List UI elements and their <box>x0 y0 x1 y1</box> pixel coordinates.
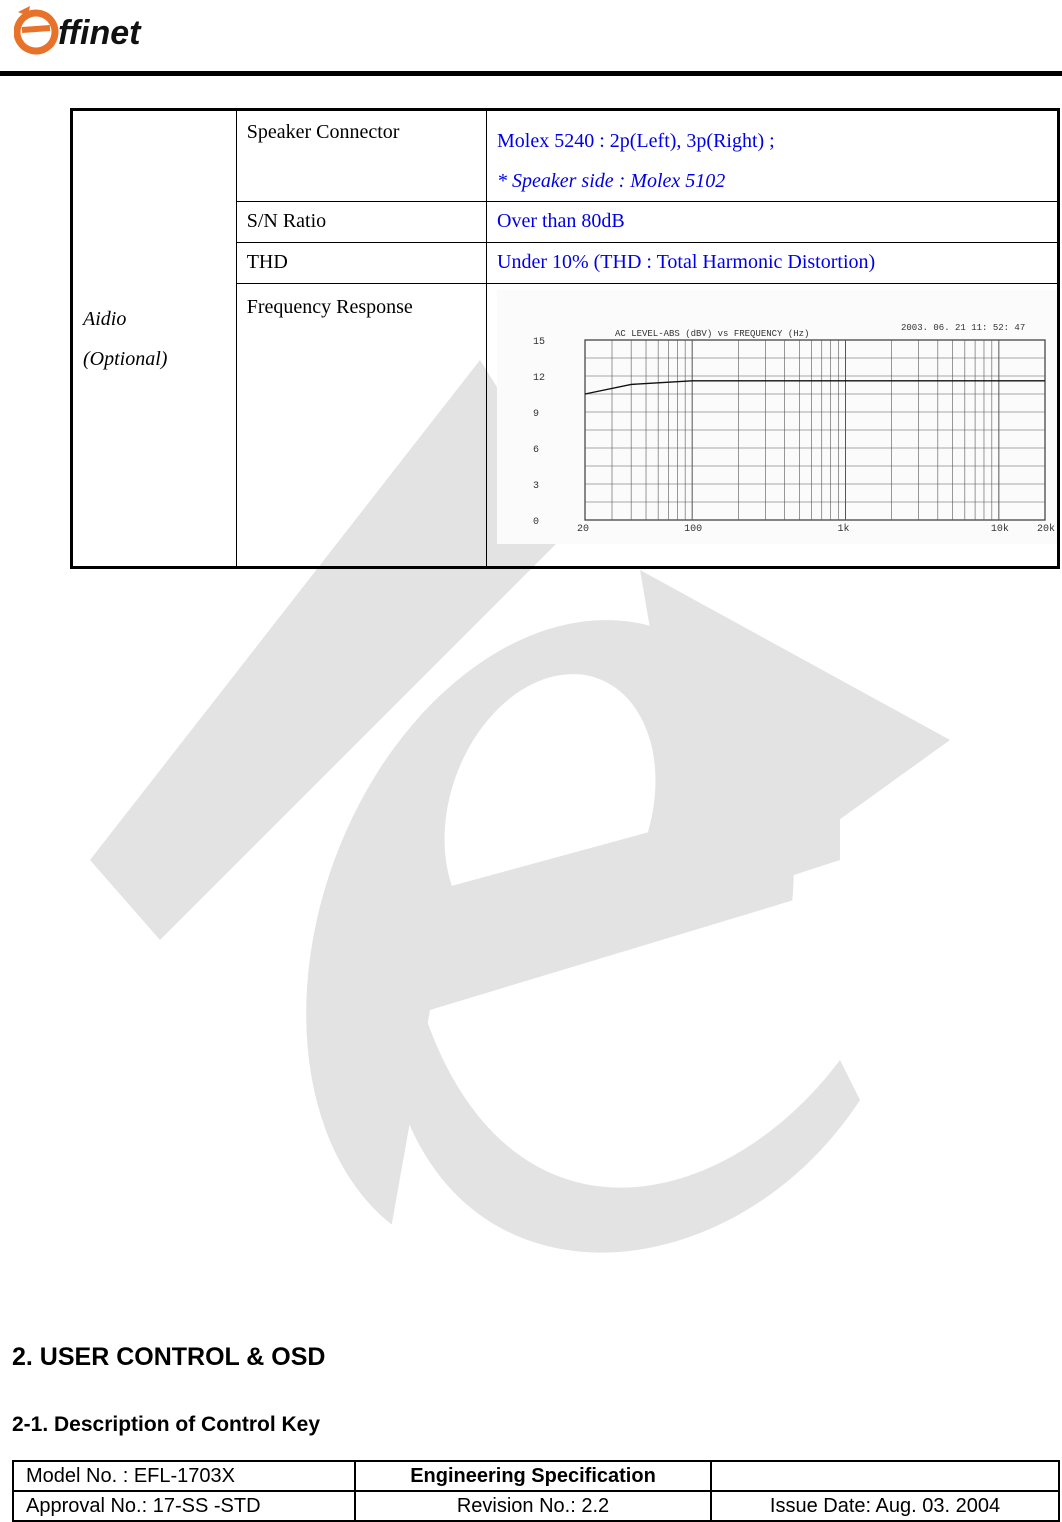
row-label-speaker-connector: Speaker Connector <box>236 110 486 202</box>
chart-timestamp: 2003. 06. 21 11: 52: 47 <box>901 323 1026 333</box>
company-logo <box>14 2 174 58</box>
subsection-heading: 2-1. Description of Control Key <box>12 1413 321 1436</box>
response-line <box>585 381 1045 394</box>
row-value-speaker-connector <box>487 110 1059 202</box>
y-tick-label: 12 <box>533 373 546 384</box>
footer-revision: Revision No.: 2.2 <box>355 1491 711 1521</box>
chart-title: AC LEVEL-ABS (dBV) vs FREQUENCY (Hz) <box>615 329 810 339</box>
y-tick-label: 15 <box>533 337 546 348</box>
chart-svg <box>497 290 1057 544</box>
speaker-connector-value: Molex 5240 : 2p(Left), 3p(Right) ; <box>497 130 775 152</box>
y-tick-label: 0 <box>533 517 540 528</box>
footer-approval: Approval No.: 17-SS -STD <box>13 1491 355 1521</box>
footer-doc-type: Engineering Specification <box>355 1461 711 1491</box>
section-heading: 2. USER CONTROL & OSD <box>12 1343 326 1371</box>
row-value-frequency-response <box>487 284 1059 568</box>
row-label-sn-ratio: S/N Ratio <box>236 202 486 243</box>
frequency-response-chart <box>497 290 1057 544</box>
svg-text:ffinet: ffinet <box>58 14 141 52</box>
row-label-frequency-response: Frequency Response <box>236 284 486 568</box>
speaker-side-value: * Speaker side : Molex 5102 <box>497 170 726 192</box>
group-label: Aidio <box>83 307 127 330</box>
footer-issue-date: Issue Date: Aug. 03. 2004 <box>711 1491 1059 1521</box>
x-tick-label: 20 <box>577 524 590 535</box>
x-tick-label: 20k <box>1037 524 1056 535</box>
spec-table <box>70 108 1060 569</box>
y-tick-label: 3 <box>533 481 540 492</box>
header-rule <box>0 71 1062 76</box>
footer-table <box>12 1460 1060 1522</box>
group-sublabel: (Optional) <box>83 347 168 370</box>
footer-blank <box>711 1461 1059 1491</box>
y-tick-label: 6 <box>533 445 540 456</box>
x-tick-label: 100 <box>684 524 703 535</box>
y-tick-label: 9 <box>533 409 540 420</box>
x-tick-label: 10k <box>990 524 1009 535</box>
row-label-thd: THD <box>236 243 486 284</box>
footer-model: Model No. : EFL-1703X <box>13 1461 355 1491</box>
x-tick-label: 1k <box>837 524 850 535</box>
row-value-sn-ratio: Over than 80dB <box>487 202 1059 243</box>
group-cell <box>72 110 237 568</box>
row-value-thd: Under 10% (THD : Total Harmonic Distortion) <box>487 243 1059 284</box>
